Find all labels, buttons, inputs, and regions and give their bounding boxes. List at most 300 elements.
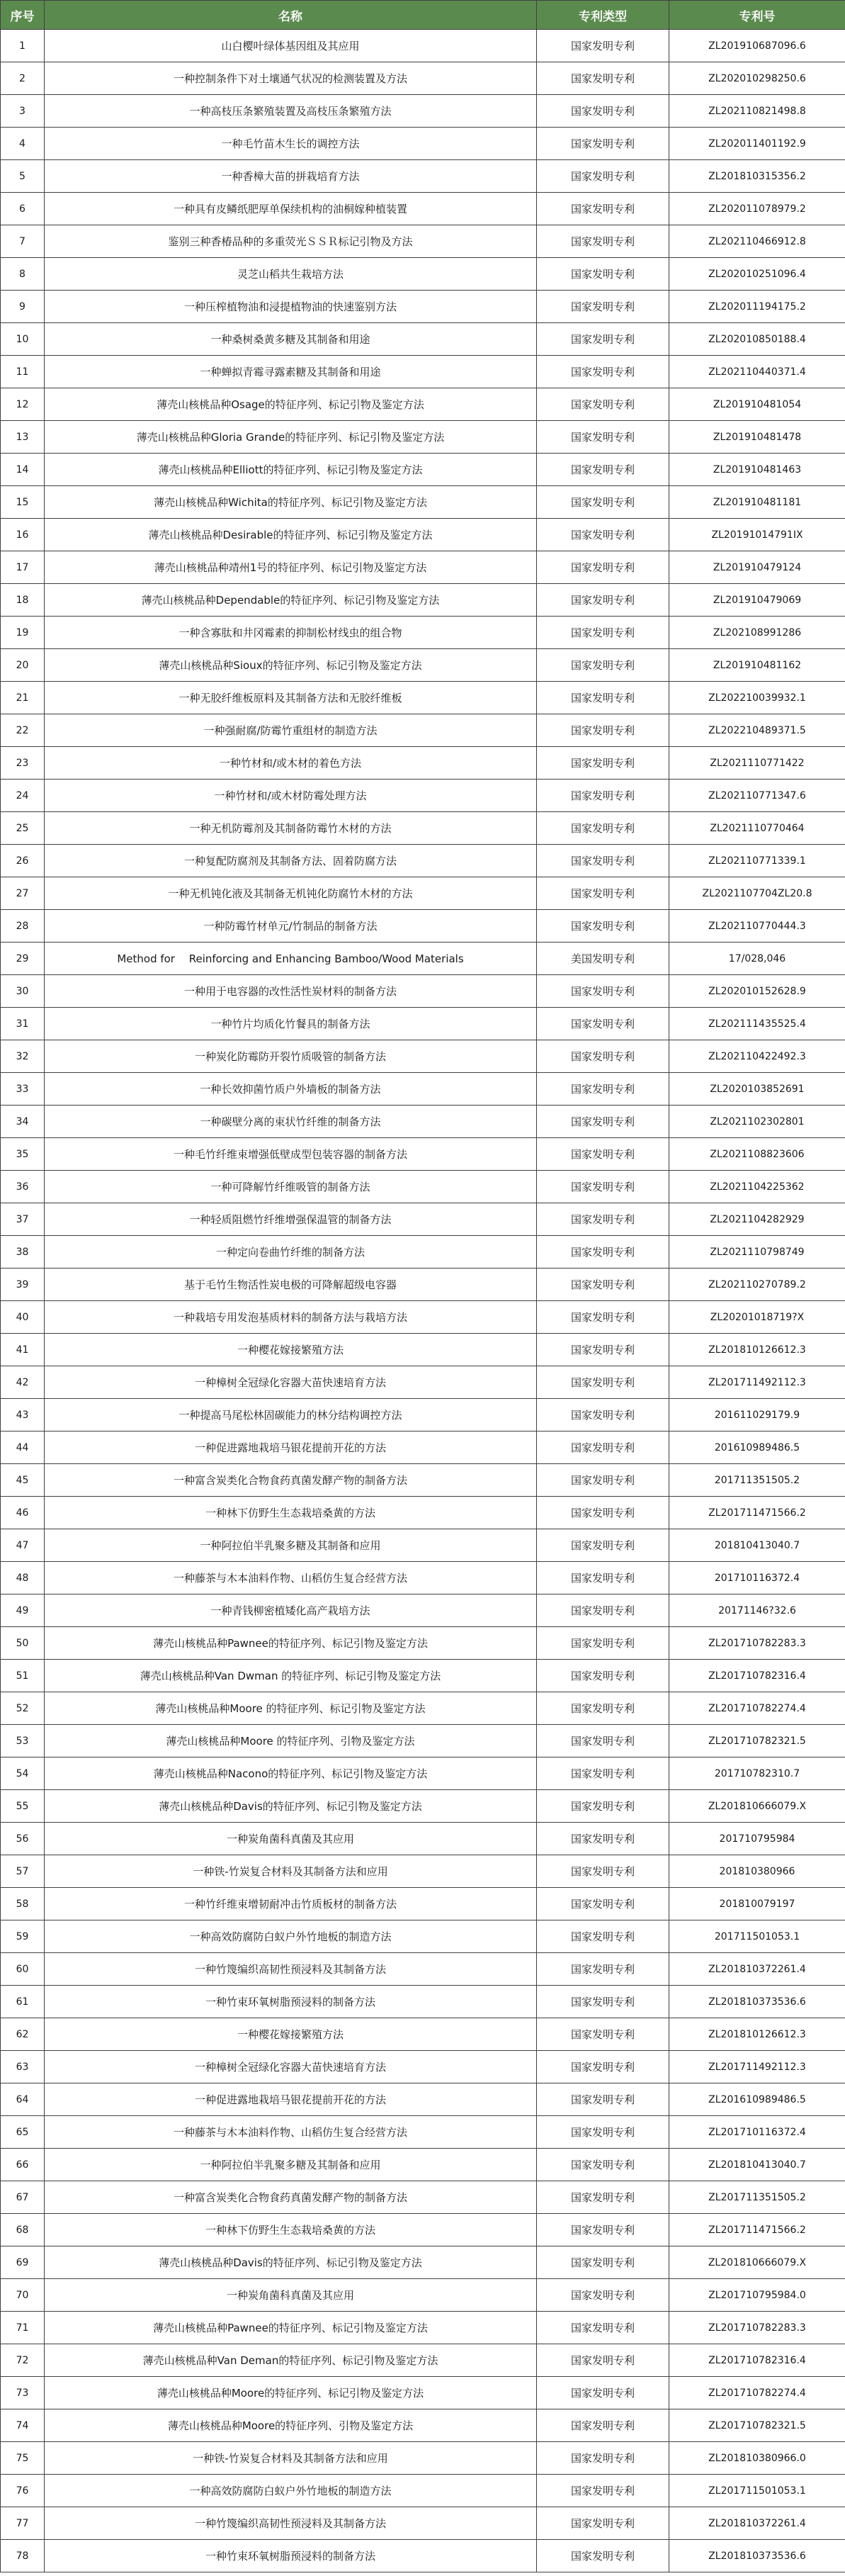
cell-name: 一种可降解竹纤维吸管的制备方法 (45, 1171, 537, 1203)
cell-serial-number: 15 (1, 486, 45, 519)
cell-name: 一种复配防腐剂及其制备方法、固着防腐方法 (45, 845, 537, 877)
cell-patent-type: 国家发明专利 (537, 388, 669, 421)
cell-patent-number: ZL202110440371.4 (669, 356, 845, 388)
cell-patent-type: 国家发明专利 (537, 551, 669, 584)
cell-serial-number: 50 (1, 1627, 45, 1660)
table-row (1, 2149, 845, 2181)
cell-patent-type: 国家发明专利 (537, 1203, 669, 1236)
cell-patent-type: 国家发明专利 (537, 845, 669, 877)
cell-patent-number: ZL202210489371.5 (669, 714, 845, 747)
cell-serial-number: 23 (1, 747, 45, 780)
cell-patent-number: ZL2020103852691 (669, 1073, 845, 1106)
cell-patent-number: ZL201710782321.5 (669, 1725, 845, 1757)
cell-name: 薄壳山核桃品种Osage的特征序列、标记引物及鉴定方法 (45, 388, 537, 421)
cell-serial-number: 71 (1, 2312, 45, 2344)
cell-patent-type: 国家发明专利 (537, 1692, 669, 1725)
cell-patent-type: 国家发明专利 (537, 2051, 669, 2083)
cell-patent-type: 国家发明专利 (537, 2018, 669, 2051)
cell-name: 一种桑树桑黄多糖及其制备和用途 (45, 323, 537, 356)
cell-patent-number: ZL202010152628.9 (669, 975, 845, 1008)
cell-patent-type: 国家发明专利 (537, 714, 669, 747)
cell-patent-type: 国家发明专利 (537, 258, 669, 291)
cell-serial-number: 7 (1, 225, 45, 258)
cell-name: 薄壳山核桃品种Davis的特征序列、标记引物及鉴定方法 (45, 1790, 537, 1823)
cell-name: 一种铁-竹炭复合材料及其制备方法和应用 (45, 1855, 537, 1888)
cell-name: 一种林下仿野生生态栽培桑黄的方法 (45, 1497, 537, 1529)
table-row (1, 845, 845, 877)
cell-serial-number: 17 (1, 551, 45, 584)
table-row (1, 1986, 845, 2018)
cell-patent-number: ZL201810373536.6 (669, 2540, 845, 2572)
table-row (1, 388, 845, 421)
cell-name: 一种具有皮鳞纸肥厚单保续机构的油桐嫁种植装置 (45, 193, 537, 225)
table-row (1, 193, 845, 225)
cell-serial-number: 54 (1, 1757, 45, 1790)
cell-patent-type: 国家发明专利 (537, 1432, 669, 1464)
header-name: 名称 (45, 1, 537, 30)
table-row (1, 714, 845, 747)
cell-patent-type: 国家发明专利 (537, 2475, 669, 2507)
cell-patent-type: 国家发明专利 (537, 1073, 669, 1106)
cell-serial-number: 36 (1, 1171, 45, 1203)
cell-patent-number: ZL201910481162 (669, 649, 845, 682)
table-row (1, 877, 845, 910)
cell-patent-type: 国家发明专利 (537, 1269, 669, 1301)
cell-serial-number: 14 (1, 454, 45, 486)
cell-patent-number: ZL202210039932.1 (669, 682, 845, 714)
cell-serial-number: 39 (1, 1269, 45, 1301)
table-row (1, 2018, 845, 2051)
cell-patent-type: 国家发明专利 (537, 128, 669, 160)
table-row (1, 1920, 845, 1953)
cell-name: 薄壳山核桃品种Gloria Grande的特征序列、标记引物及鉴定方法 (45, 421, 537, 454)
cell-patent-type: 国家发明专利 (537, 1106, 669, 1138)
table-row (1, 1432, 845, 1464)
cell-patent-number: 201711501053.1 (669, 1920, 845, 1953)
cell-patent-number: ZL201710782283.3 (669, 1627, 845, 1660)
cell-name: 一种竹束环氧树脂预浸料的制备方法 (45, 2540, 537, 2572)
cell-name: 一种青钱柳密植矮化高产栽培方法 (45, 1594, 537, 1627)
cell-patent-type: 国家发明专利 (537, 1888, 669, 1920)
cell-name: 一种竹束环氧树脂预浸料的制备方法 (45, 1986, 537, 2018)
cell-patent-number: ZL202010298250.6 (669, 62, 845, 95)
cell-patent-number: 201710782310.7 (669, 1757, 845, 1790)
cell-serial-number: 56 (1, 1823, 45, 1855)
cell-patent-type: 国家发明专利 (537, 1790, 669, 1823)
cell-name: 薄壳山核桃品种Pawnee的特征序列、标记引物及鉴定方法 (45, 2312, 537, 2344)
table-row (1, 2116, 845, 2149)
cell-patent-number: ZL201710795984.0 (669, 2279, 845, 2312)
table-row (1, 1464, 845, 1497)
cell-serial-number: 10 (1, 323, 45, 356)
cell-serial-number: 12 (1, 388, 45, 421)
table-row (1, 649, 845, 682)
cell-name: 一种轻质阻燃竹纤维增强保温管的制备方法 (45, 1203, 537, 1236)
cell-name: 一种樟树全冠绿化容器大苗快速培育方法 (45, 1366, 537, 1399)
cell-patent-type: 国家发明专利 (537, 1660, 669, 1692)
cell-name: 一种含寡肽和井冈霉素的抑制松材线虫的组合物 (45, 617, 537, 649)
cell-patent-type: 国家发明专利 (537, 486, 669, 519)
cell-patent-number: ZL201711351505.2 (669, 2181, 845, 2214)
table-row (1, 551, 845, 584)
header-patent-type: 专利类型 (537, 1, 669, 30)
table-row (1, 1790, 845, 1823)
cell-serial-number: 9 (1, 291, 45, 323)
cell-patent-number: ZL201710782274.4 (669, 1692, 845, 1725)
cell-patent-number: ZL201910481181 (669, 486, 845, 519)
cell-serial-number: 58 (1, 1888, 45, 1920)
table-row (1, 1366, 845, 1399)
cell-patent-type: 国家发明专利 (537, 747, 669, 780)
cell-serial-number: 46 (1, 1497, 45, 1529)
cell-name: 一种樱花嫁接繁殖方法 (45, 2018, 537, 2051)
table-row (1, 1138, 845, 1171)
table-row (1, 975, 845, 1008)
cell-patent-number: 201711351505.2 (669, 1464, 845, 1497)
table-row (1, 2246, 845, 2279)
cell-patent-type: 国家发明专利 (537, 1757, 669, 1790)
cell-patent-number: ZL202011078979.2 (669, 193, 845, 225)
cell-patent-type: 国家发明专利 (537, 2312, 669, 2344)
table-row (1, 2312, 845, 2344)
cell-serial-number: 18 (1, 584, 45, 617)
cell-serial-number: 62 (1, 2018, 45, 2051)
cell-patent-type: 国家发明专利 (537, 95, 669, 128)
cell-patent-type: 国家发明专利 (537, 1464, 669, 1497)
cell-serial-number: 77 (1, 2507, 45, 2540)
table-row (1, 943, 845, 975)
cell-patent-number: ZL202111435525.4 (669, 1008, 845, 1040)
cell-serial-number: 44 (1, 1432, 45, 1464)
cell-name: 一种竹材和/或木材的着色方法 (45, 747, 537, 780)
cell-name: 一种藤茶与木本油料作物、山稻仿生复合经营方法 (45, 1562, 537, 1594)
table-row (1, 1823, 845, 1855)
cell-name: 一种阿拉伯半乳聚多糖及其制备和应用 (45, 1529, 537, 1562)
cell-name: 薄壳山核桃品种Pawnee的特征序列、标记引物及鉴定方法 (45, 1627, 537, 1660)
cell-patent-number: ZL201910687096.6 (669, 30, 845, 62)
cell-patent-number: ZL2021108823606 (669, 1138, 845, 1171)
table-row (1, 62, 845, 95)
header-serial-number: 序号 (1, 1, 45, 30)
cell-serial-number: 61 (1, 1986, 45, 2018)
cell-name: 一种定向卷曲竹纤维的制备方法 (45, 1236, 537, 1269)
cell-name: 一种竹材和/或木材防霉处理方法 (45, 780, 537, 812)
cell-patent-number: ZL202011194175.2 (669, 291, 845, 323)
table-row (1, 682, 845, 714)
cell-patent-number: ZL201910479124 (669, 551, 845, 584)
table-row (1, 30, 845, 62)
table-row (1, 1725, 845, 1757)
cell-patent-type: 国家发明专利 (537, 2246, 669, 2279)
cell-patent-number: ZL202110466912.8 (669, 225, 845, 258)
cell-patent-type: 国家发明专利 (537, 649, 669, 682)
table-row (1, 1757, 845, 1790)
cell-serial-number: 25 (1, 812, 45, 845)
cell-serial-number: 42 (1, 1366, 45, 1399)
cell-patent-type: 国家发明专利 (537, 160, 669, 193)
table-row (1, 128, 845, 160)
cell-patent-number: ZL201711471566.2 (669, 2214, 845, 2246)
cell-patent-number: 201810380966 (669, 1855, 845, 1888)
cell-patent-number: ZL2021104282929 (669, 1203, 845, 1236)
cell-name: 薄壳山核桃品种Sioux的特征序列、标记引物及鉴定方法 (45, 649, 537, 682)
cell-serial-number: 2 (1, 62, 45, 95)
cell-serial-number: 45 (1, 1464, 45, 1497)
cell-patent-type: 国家发明专利 (537, 193, 669, 225)
cell-patent-number: ZL201910481054 (669, 388, 845, 421)
cell-name: 一种炭化防霉防开裂竹质吸管的制备方法 (45, 1040, 537, 1073)
cell-patent-number: ZL202010850188.4 (669, 323, 845, 356)
cell-patent-number: ZL201810666079.X (669, 2246, 845, 2279)
table-row (1, 1953, 845, 1986)
cell-serial-number: 20 (1, 649, 45, 682)
cell-serial-number: 72 (1, 2344, 45, 2377)
cell-serial-number: 69 (1, 2246, 45, 2279)
table-row (1, 291, 845, 323)
cell-patent-number: ZL20201018719?X (669, 1301, 845, 1334)
cell-patent-number: ZL202108991286 (669, 617, 845, 649)
cell-patent-type: 国家发明专利 (537, 2181, 669, 2214)
cell-name: 一种竹纤维束增韧耐冲击竹质板材的制备方法 (45, 1888, 537, 1920)
cell-patent-type: 国家发明专利 (537, 356, 669, 388)
table-row (1, 1497, 845, 1529)
cell-patent-type: 国家发明专利 (537, 2083, 669, 2116)
cell-name: 一种长效抑菌竹质户外墙板的制备方法 (45, 1073, 537, 1106)
cell-patent-type: 国家发明专利 (537, 1725, 669, 1757)
cell-patent-type: 国家发明专利 (537, 1497, 669, 1529)
cell-patent-number: ZL201810380966.0 (669, 2442, 845, 2475)
cell-patent-number: ZL201810413040.7 (669, 2149, 845, 2181)
cell-serial-number: 35 (1, 1138, 45, 1171)
cell-name: 一种促进露地栽培马银花提前开花的方法 (45, 1432, 537, 1464)
cell-name: 薄壳山核桃品种靖州1号的特征序列、标记引物及鉴定方法 (45, 551, 537, 584)
table-row (1, 1399, 845, 1432)
cell-name: 薄壳山核桃品种Nacono的特征序列、标记引物及鉴定方法 (45, 1757, 537, 1790)
cell-patent-type: 国家发明专利 (537, 2344, 669, 2377)
cell-name: 一种提高马尾松林固碳能力的林分结构调控方法 (45, 1399, 537, 1432)
cell-patent-type: 国家发明专利 (537, 323, 669, 356)
cell-serial-number: 5 (1, 160, 45, 193)
table-row (1, 2409, 845, 2442)
cell-name: 薄壳山核桃品种Van Dwman 的特征序列、标记引物及鉴定方法 (45, 1660, 537, 1692)
cell-patent-number: ZL201810315356.2 (669, 160, 845, 193)
cell-patent-type: 国家发明专利 (537, 2507, 669, 2540)
cell-patent-type: 国家发明专利 (537, 1171, 669, 1203)
cell-patent-number: ZL202110770444.3 (669, 910, 845, 943)
cell-serial-number: 41 (1, 1334, 45, 1366)
cell-patent-type: 美国发明专利 (537, 943, 669, 975)
cell-patent-type: 国家发明专利 (537, 1334, 669, 1366)
cell-serial-number: 27 (1, 877, 45, 910)
cell-patent-type: 国家发明专利 (537, 1953, 669, 1986)
table-row (1, 1203, 845, 1236)
table-row (1, 812, 845, 845)
cell-patent-type: 国家发明专利 (537, 225, 669, 258)
cell-serial-number: 6 (1, 193, 45, 225)
cell-patent-type: 国家发明专利 (537, 1301, 669, 1334)
cell-name: 一种铁-竹炭复合材料及其制备方法和应用 (45, 2442, 537, 2475)
cell-name: 一种无机防霉剂及其制备防霉竹木材的方法 (45, 812, 537, 845)
cell-serial-number: 70 (1, 2279, 45, 2312)
table-row (1, 1529, 845, 1562)
table-row (1, 1073, 845, 1106)
cell-serial-number: 26 (1, 845, 45, 877)
table-row (1, 2344, 845, 2377)
cell-name: 基于毛竹生物活性炭电极的可降解超级电容器 (45, 1269, 537, 1301)
cell-name: 一种樟树全冠绿化容器大苗快速培育方法 (45, 2051, 537, 2083)
cell-name: 薄壳山核桃品种Dependable的特征序列、标记引物及鉴定方法 (45, 584, 537, 617)
table-row (1, 486, 845, 519)
cell-name: 一种高效防腐防白蚁户外竹地板的制造方法 (45, 1920, 537, 1953)
cell-name: 一种高效防腐防白蚁户外竹地板的制造方法 (45, 2475, 537, 2507)
cell-serial-number: 51 (1, 1660, 45, 1692)
table-row (1, 780, 845, 812)
table-row (1, 160, 845, 193)
cell-patent-number: ZL201910479069 (669, 584, 845, 617)
table-row (1, 1040, 845, 1073)
cell-patent-number: ZL2021110798749 (669, 1236, 845, 1269)
cell-serial-number: 64 (1, 2083, 45, 2116)
cell-patent-type: 国家发明专利 (537, 2149, 669, 2181)
cell-patent-number: 20171146?32.6 (669, 1594, 845, 1627)
table-row (1, 584, 845, 617)
cell-serial-number: 63 (1, 2051, 45, 2083)
cell-patent-type: 国家发明专利 (537, 877, 669, 910)
cell-serial-number: 34 (1, 1106, 45, 1138)
cell-name: 薄壳山核桃品种Moore的特征序列、标记引物及鉴定方法 (45, 2377, 537, 2409)
table-row (1, 1888, 845, 1920)
cell-patent-number: ZL202110422492.3 (669, 1040, 845, 1073)
cell-patent-type: 国家发明专利 (537, 1562, 669, 1594)
cell-name: 一种无胶纤维板原料及其制备方法和无胶纤维板 (45, 682, 537, 714)
table-row (1, 454, 845, 486)
cell-name: 灵芝山稻共生栽培方法 (45, 258, 537, 291)
cell-patent-number: ZL2021102302801 (669, 1106, 845, 1138)
cell-serial-number: 21 (1, 682, 45, 714)
table-row (1, 1171, 845, 1203)
cell-name: 一种富含炭类化合物食药真菌发酵产物的制备方法 (45, 1464, 537, 1497)
table-row (1, 1269, 845, 1301)
cell-serial-number: 67 (1, 2181, 45, 2214)
cell-serial-number: 53 (1, 1725, 45, 1757)
table-row (1, 1301, 845, 1334)
table-row (1, 1236, 845, 1269)
table-row (1, 519, 845, 551)
cell-name: 一种毛竹纤维束增强低壁成型包装容器的制备方法 (45, 1138, 537, 1171)
table-row (1, 1594, 845, 1627)
cell-name: 一种竹篾编织高韧性预浸料及其制备方法 (45, 2507, 537, 2540)
cell-name: 一种阿拉伯半乳聚多糖及其制备和应用 (45, 2149, 537, 2181)
table-header (1, 1, 845, 30)
cell-name: 薄壳山核桃品种Moore 的特征序列、标记引物及鉴定方法 (45, 1692, 537, 1725)
cell-patent-number: ZL201710116372.4 (669, 2116, 845, 2149)
cell-patent-type: 国家发明专利 (537, 1594, 669, 1627)
cell-patent-number: 201710116372.4 (669, 1562, 845, 1594)
cell-serial-number: 68 (1, 2214, 45, 2246)
cell-name: 一种毛竹苗木生长的调控方法 (45, 128, 537, 160)
cell-patent-type: 国家发明专利 (537, 1366, 669, 1399)
cell-patent-number: ZL201711501053.1 (669, 2475, 845, 2507)
table-row (1, 1855, 845, 1888)
cell-serial-number: 1 (1, 30, 45, 62)
cell-patent-type: 国家发明专利 (537, 1236, 669, 1269)
cell-patent-number: ZL202110771339.1 (669, 845, 845, 877)
cell-patent-number: ZL201810666079.X (669, 1790, 845, 1823)
cell-serial-number: 32 (1, 1040, 45, 1073)
cell-serial-number: 60 (1, 1953, 45, 1986)
cell-name: 一种无机钝化液及其制备无机钝化防腐竹木材的方法 (45, 877, 537, 910)
cell-name: 一种竹篾编织高韧性预浸料及其制备方法 (45, 1953, 537, 1986)
table-row (1, 1692, 845, 1725)
cell-serial-number: 76 (1, 2475, 45, 2507)
cell-patent-type: 国家发明专利 (537, 617, 669, 649)
cell-name: 一种栽培专用发泡基质材料的制备方法与栽培方法 (45, 1301, 537, 1334)
cell-patent-number: ZL201610989486.5 (669, 2083, 845, 2116)
cell-name: 一种高枝压条繁殖装置及高枝压条繁殖方法 (45, 95, 537, 128)
cell-name: 一种竹片均质化竹餐具的制备方法 (45, 1008, 537, 1040)
cell-patent-type: 国家发明专利 (537, 682, 669, 714)
cell-serial-number: 66 (1, 2149, 45, 2181)
cell-patent-number: ZL202110771347.6 (669, 780, 845, 812)
cell-name: 薄壳山核桃品种Moore 的特征序列、引物及鉴定方法 (45, 1725, 537, 1757)
table-row (1, 2442, 845, 2475)
cell-name: 一种防霉竹材单元/竹制品的制备方法 (45, 910, 537, 943)
cell-name: 薄壳山核桃品种Moore的特征序列、引物及鉴定方法 (45, 2409, 537, 2442)
cell-patent-number: ZL202110821498.8 (669, 95, 845, 128)
cell-serial-number: 73 (1, 2377, 45, 2409)
cell-patent-type: 国家发明专利 (537, 584, 669, 617)
cell-serial-number: 57 (1, 1855, 45, 1888)
cell-patent-number: ZL201710782316.4 (669, 2344, 845, 2377)
cell-name: 一种林下仿野生生态栽培桑黄的方法 (45, 2214, 537, 2246)
header-row (1, 1, 845, 30)
cell-serial-number: 13 (1, 421, 45, 454)
cell-patent-number: ZL20191014791IX (669, 519, 845, 551)
table-row (1, 747, 845, 780)
cell-serial-number: 33 (1, 1073, 45, 1106)
cell-patent-number: ZL2021104225362 (669, 1171, 845, 1203)
table-row (1, 421, 845, 454)
cell-patent-type: 国家发明专利 (537, 1855, 669, 1888)
cell-patent-number: 17/028,046 (669, 943, 845, 975)
table-row (1, 2279, 845, 2312)
table-row (1, 258, 845, 291)
cell-patent-number: ZL201710782274.4 (669, 2377, 845, 2409)
cell-name: 一种碳壁分离的束状竹纤维的制备方法 (45, 1106, 537, 1138)
cell-patent-number: ZL201711471566.2 (669, 1497, 845, 1529)
cell-patent-type: 国家发明专利 (537, 291, 669, 323)
cell-patent-type: 国家发明专利 (537, 2279, 669, 2312)
table-row (1, 2214, 845, 2246)
cell-patent-type: 国家发明专利 (537, 975, 669, 1008)
cell-name: Method for Reinforcing and Enhancing Bamboo/Wood Materials (45, 943, 537, 975)
cell-name: 一种蝉拟青霉寻露素糖及其制备和用途 (45, 356, 537, 388)
cell-name: 一种炭角菌科真菌及其应用 (45, 1823, 537, 1855)
cell-patent-number: ZL201810372261.4 (669, 2507, 845, 2540)
cell-patent-type: 国家发明专利 (537, 1986, 669, 2018)
cell-name: 一种炭角菌科真菌及其应用 (45, 2279, 537, 2312)
cell-patent-type: 国家发明专利 (537, 421, 669, 454)
cell-patent-type: 国家发明专利 (537, 1040, 669, 1073)
cell-serial-number: 37 (1, 1203, 45, 1236)
cell-patent-number: ZL201710782283.3 (669, 2312, 845, 2344)
cell-serial-number: 55 (1, 1790, 45, 1823)
table-row (1, 1660, 845, 1692)
table-row (1, 2051, 845, 2083)
table-row (1, 910, 845, 943)
cell-name: 一种樱花嫁接繁殖方法 (45, 1334, 537, 1366)
cell-patent-type: 国家发明专利 (537, 1529, 669, 1562)
